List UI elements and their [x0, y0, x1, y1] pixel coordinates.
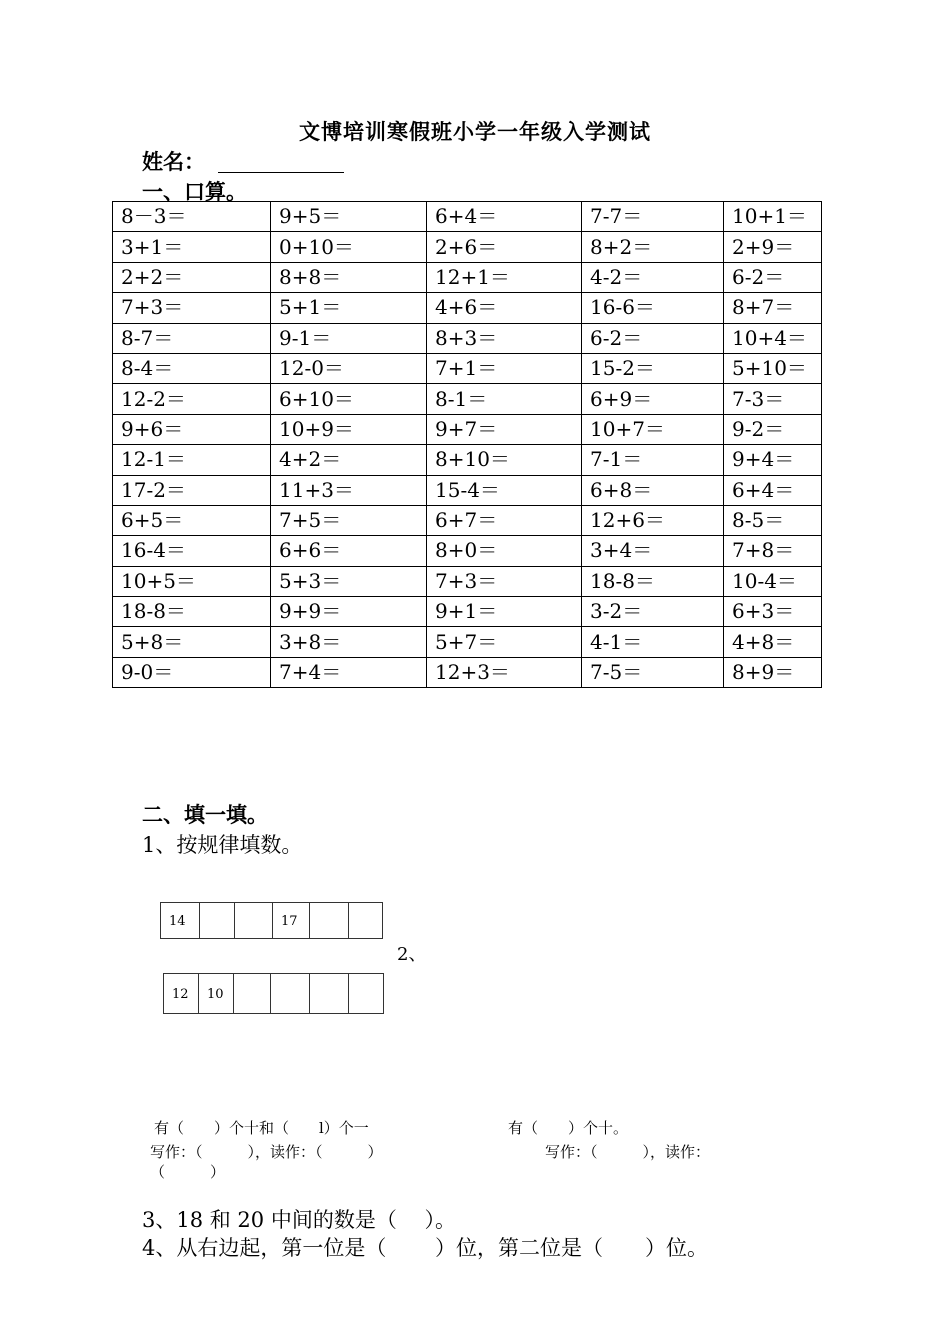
math-row	[113, 414, 822, 444]
math-problem-cell: 10+1＝	[724, 202, 822, 232]
math-problem-cell: 3+1＝	[113, 232, 271, 262]
math-problem-cell: 6+4＝	[427, 202, 582, 232]
sequence-row-2	[163, 973, 384, 1014]
math-problem-cell: 7-1＝	[582, 445, 724, 475]
math-problem-cell: 6+6＝	[271, 536, 427, 566]
math-problem-cell: 12+3＝	[427, 657, 582, 687]
math-problem-cell: 5+1＝	[271, 293, 427, 323]
math-problem-cell: 2+2＝	[113, 262, 271, 292]
math-row	[113, 202, 822, 232]
sequence-box[interactable]	[309, 902, 349, 939]
section-heading-fill-in: 二、填一填。	[142, 802, 268, 827]
math-problem-cell: 4+6＝	[427, 293, 582, 323]
math-problem-cell: 0+10＝	[271, 232, 427, 262]
math-row	[113, 293, 822, 323]
math-problem-cell: 15-2＝	[582, 353, 724, 383]
math-problem-cell: 10+9＝	[271, 414, 427, 444]
math-problem-cell: 17-2＝	[113, 475, 271, 505]
math-problem-cell: 12-1＝	[113, 445, 271, 475]
mental-math-table	[112, 201, 822, 688]
math-problem-cell: 8+3＝	[427, 323, 582, 353]
question-2-number: 2、	[397, 944, 427, 965]
sequence-box[interactable]: 17	[272, 902, 310, 939]
math-problem-cell: 11+3＝	[271, 475, 427, 505]
math-row	[113, 262, 822, 292]
math-row	[113, 232, 822, 262]
math-problem-cell: 18-8＝	[582, 566, 724, 596]
math-problem-cell: 9+9＝	[271, 597, 427, 627]
math-problem-cell: 12+1＝	[427, 262, 582, 292]
read-answer-paren: （ ）	[150, 1163, 226, 1181]
math-row	[113, 505, 822, 535]
page-title: 文博培训寒假班小学一年级入学测试	[299, 119, 651, 144]
math-problem-cell: 5+3＝	[271, 566, 427, 596]
math-row	[113, 657, 822, 687]
question-4: 4、从右边起，第一位是（ ）位，第二位是（ ）位。	[142, 1236, 709, 1260]
math-row	[113, 536, 822, 566]
sequence-box[interactable]	[348, 902, 383, 939]
sequence-box[interactable]	[270, 973, 310, 1014]
math-row	[113, 475, 822, 505]
math-row	[113, 323, 822, 353]
math-problem-cell: 7+3＝	[113, 293, 271, 323]
math-problem-cell: 9-2＝	[724, 414, 822, 444]
math-problem-cell: 12+6＝	[582, 505, 724, 535]
math-problem-cell: 7+1＝	[427, 353, 582, 383]
math-problem-cell: 10+7＝	[582, 414, 724, 444]
math-problem-cell: 2+6＝	[427, 232, 582, 262]
math-problem-cell: 5+7＝	[427, 627, 582, 657]
math-problem-cell: 6+10＝	[271, 384, 427, 414]
math-problem-cell: 10+4＝	[724, 323, 822, 353]
math-problem-cell: 6+5＝	[113, 505, 271, 535]
sequence-box[interactable]: 14	[160, 902, 200, 939]
math-problem-cell: 6+4＝	[724, 475, 822, 505]
sequence-box[interactable]	[348, 973, 384, 1014]
math-row	[113, 384, 822, 414]
math-problem-cell: 12-2＝	[113, 384, 271, 414]
math-problem-cell: 10-4＝	[724, 566, 822, 596]
math-problem-cell: 3+8＝	[271, 627, 427, 657]
math-problem-cell: 8-7＝	[113, 323, 271, 353]
math-problem-cell: 7-7＝	[582, 202, 724, 232]
math-problem-cell: 4+2＝	[271, 445, 427, 475]
math-problem-cell: 7+5＝	[271, 505, 427, 535]
math-problem-cell: 16-6＝	[582, 293, 724, 323]
math-problem-cell: 9-1＝	[271, 323, 427, 353]
math-row	[113, 597, 822, 627]
math-problem-cell: 4-2＝	[582, 262, 724, 292]
sequence-box[interactable]	[309, 973, 349, 1014]
math-problem-cell: 9+4＝	[724, 445, 822, 475]
question-3: 3、18 和 20 中间的数是（ ）。	[142, 1208, 457, 1232]
math-problem-cell: 8+7＝	[724, 293, 822, 323]
sequence-row-1	[160, 902, 383, 939]
math-row	[113, 353, 822, 383]
math-problem-cell: 7+8＝	[724, 536, 822, 566]
math-problem-cell: 18-8＝	[113, 597, 271, 627]
sequence-box[interactable]: 12	[163, 973, 199, 1014]
sequence-box[interactable]	[233, 973, 271, 1014]
math-problem-cell: 2+9＝	[724, 232, 822, 262]
math-problem-cell: 7+3＝	[427, 566, 582, 596]
math-problem-cell: 6+7＝	[427, 505, 582, 535]
math-problem-cell: 3-2＝	[582, 597, 724, 627]
math-problem-cell: 5+8＝	[113, 627, 271, 657]
math-problem-cell: 8－3＝	[113, 202, 271, 232]
name-label: 姓名：	[142, 149, 205, 174]
math-problem-cell: 4-1＝	[582, 627, 724, 657]
sequence-box[interactable]	[199, 902, 235, 939]
math-row	[113, 566, 822, 596]
math-problem-cell: 6-2＝	[582, 323, 724, 353]
math-problem-cell: 8+2＝	[582, 232, 724, 262]
math-problem-cell: 16-4＝	[113, 536, 271, 566]
math-problem-cell: 6+3＝	[724, 597, 822, 627]
math-problem-cell: 8-5＝	[724, 505, 822, 535]
math-problem-cell: 6+8＝	[582, 475, 724, 505]
math-row	[113, 627, 822, 657]
question-1: 1、按规律填数。	[142, 833, 303, 857]
math-problem-cell: 9+5＝	[271, 202, 427, 232]
write-read-left: 写作：（ ），读作：（ ）	[150, 1143, 383, 1161]
math-problem-cell: 12-0＝	[271, 353, 427, 383]
math-problem-cell: 8-1＝	[427, 384, 582, 414]
math-problem-cell: 8+10＝	[427, 445, 582, 475]
math-problem-cell: 8-4＝	[113, 353, 271, 383]
math-problem-cell: 3+4＝	[582, 536, 724, 566]
sequence-box[interactable]: 10	[198, 973, 234, 1014]
math-row	[113, 445, 822, 475]
math-problem-cell: 5+10＝	[724, 353, 822, 383]
math-problem-cell: 15-4＝	[427, 475, 582, 505]
section-heading-mental-math: 一、口算。	[142, 179, 247, 204]
math-problem-cell: 9+6＝	[113, 414, 271, 444]
math-problem-cell: 9+7＝	[427, 414, 582, 444]
tens-ones-blank: 有（ ）个十和（ l）个一	[154, 1119, 369, 1137]
math-problem-cell: 7-3＝	[724, 384, 822, 414]
write-read-right: 写作：（ ），读作：	[545, 1143, 711, 1161]
sequence-box[interactable]	[234, 902, 273, 939]
math-problem-cell: 4+8＝	[724, 627, 822, 657]
math-problem-cell: 9-0＝	[113, 657, 271, 687]
math-problem-cell: 7-5＝	[582, 657, 724, 687]
math-problem-cell: 8+9＝	[724, 657, 822, 687]
math-problem-cell: 7+4＝	[271, 657, 427, 687]
name-blank-line[interactable]	[218, 172, 344, 173]
math-problem-cell: 6-2＝	[724, 262, 822, 292]
math-problem-cell: 9+1＝	[427, 597, 582, 627]
math-problem-cell: 10+5＝	[113, 566, 271, 596]
math-problem-cell: 8+8＝	[271, 262, 427, 292]
tens-blank: 有（ ）个十。	[508, 1119, 629, 1137]
math-problem-cell: 6+9＝	[582, 384, 724, 414]
math-problem-cell: 8+0＝	[427, 536, 582, 566]
